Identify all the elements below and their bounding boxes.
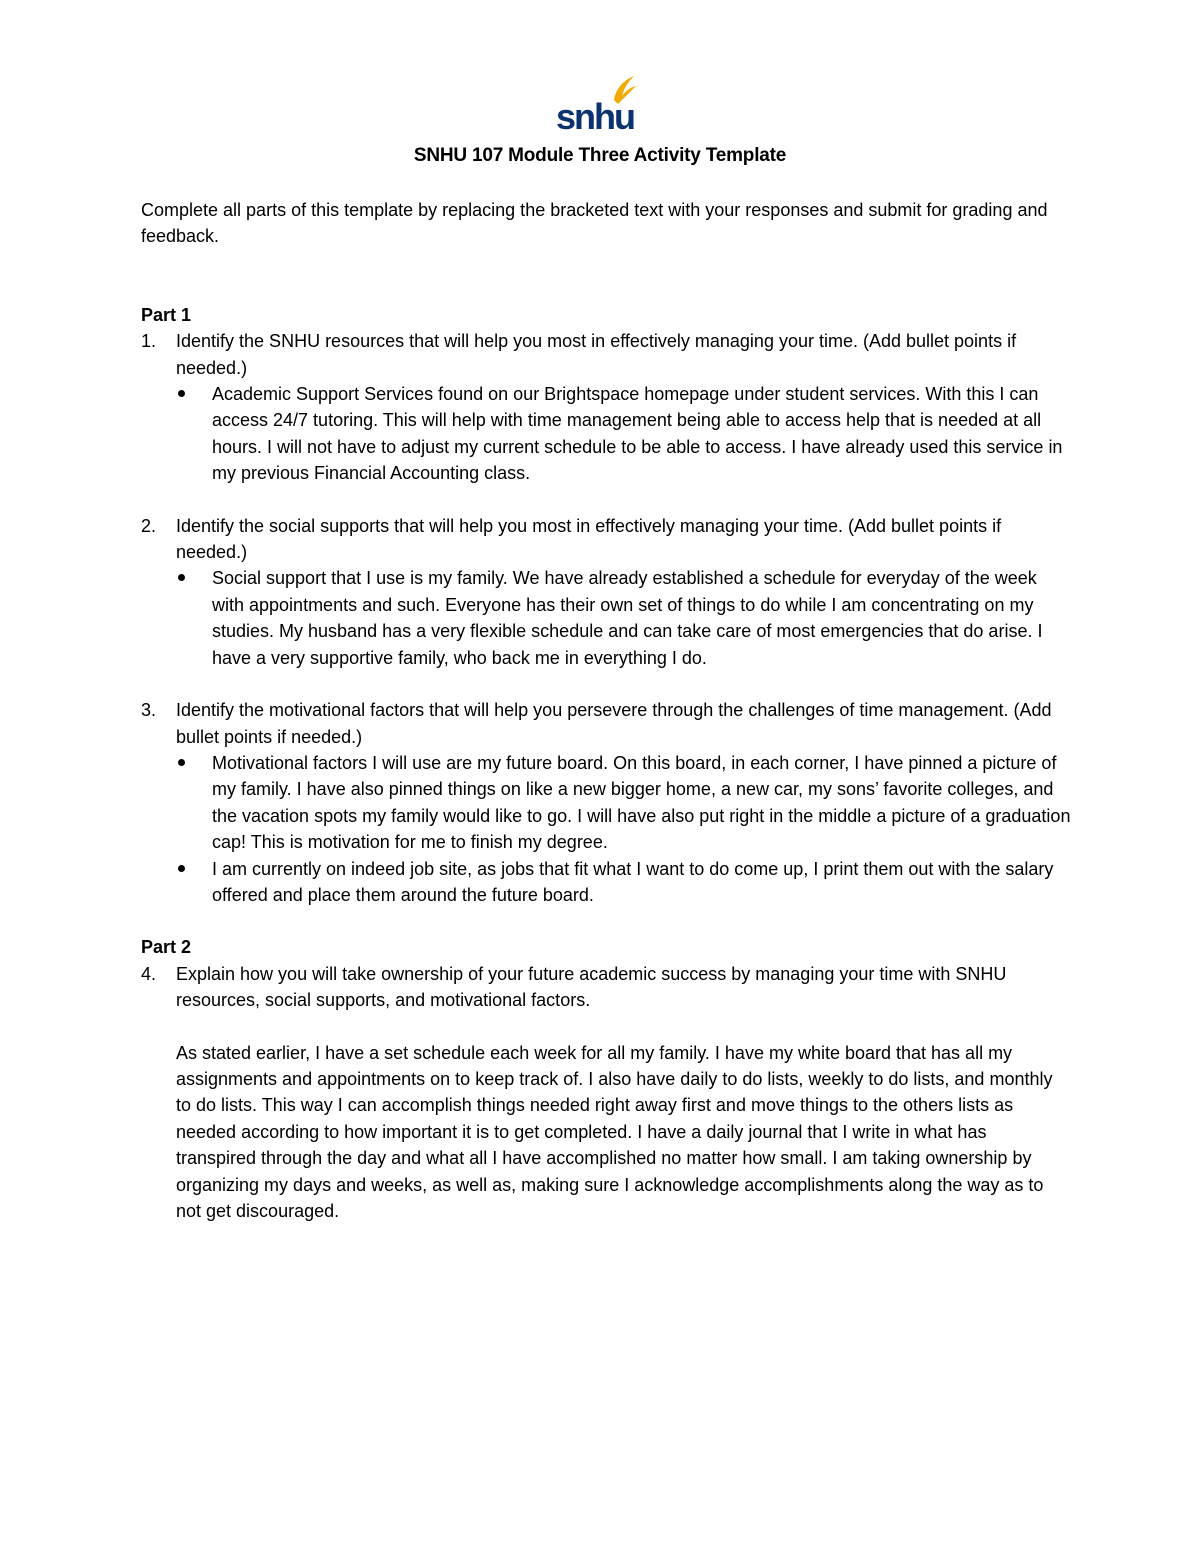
bullet-icon xyxy=(176,856,212,909)
bullet-list xyxy=(141,565,1071,671)
question-number: 1. xyxy=(141,331,157,352)
question-text: Identify the motivational factors that will help you persevere through the challenges of time management. (Add bullet points if needed.) xyxy=(176,700,1052,747)
list-item xyxy=(176,381,1071,487)
question-text: Identify the social supports that will help you most in effectively managing your time. (Add bullet points if needed.) xyxy=(176,515,1002,563)
bullet-text: I am currently on indeed job site, as jobs that fit what I want to do come up, I print them out with the salary offered and place them around the future board. xyxy=(212,858,1054,905)
bullet-icon xyxy=(176,750,212,856)
list-item xyxy=(176,565,1071,671)
question-3 xyxy=(141,697,1071,750)
document-body xyxy=(141,197,1071,1224)
intro-paragraph: Complete all parts of this template by replacing the bracketed text with your responses and submit for grading and feedback. xyxy=(141,200,1048,247)
question-number: 4. xyxy=(141,963,157,984)
answer-paragraph: As stated earlier, I have a set schedule each week for all my family. I have my white board that has all my assignments and appointments on to keep track of. I also have daily to do lists, weekly to do lists, and monthly to do lists. This way I can accomplish things needed right away first and move things to the others lists as needed according to how important it is to get completed. I have a daily journal that I write in what has transpired through the day and what all I have accomplished no matter how small. I am taking ownership by organizing my days and weeks, as well as, making sure I acknowledge accomplishments along the way as to not get discouraged. xyxy=(176,1042,1053,1221)
bullet-text: Motivational factors I will use are my future board. On this board, in each corner, I have pinned a picture of my family. I have also pinned things on like a new bigger home, a new car, my sons’ favorite colleges, and the vacation spots my family would like to go. I will have also put right in the middle a picture of a graduation cap! This is motivation for me to finish my degree. xyxy=(212,752,1071,853)
question-4 xyxy=(141,961,1071,1014)
bullet-text: Social support that I use is my family. We have already established a schedule for everyday of the week with appointments and such. Everyone has their own set of things to do while I am concentrating on my studies. My husband has a very flexible schedule and can take care of most emergencies that do arise. I have a very supportive family, who back me in everything I do. xyxy=(212,568,1043,668)
question-1 xyxy=(141,328,1071,381)
document-title: SNHU 107 Module Three Activity Template xyxy=(413,145,787,166)
bullet-list xyxy=(141,750,1071,908)
part-2-heading: Part 2 xyxy=(141,937,192,958)
snhu-logo xyxy=(556,74,640,132)
question-text: Identify the SNHU resources that will help you most in effectively managing your time. (Add bullet points if needed.) xyxy=(176,331,1017,378)
question-text: Explain how you will take ownership of your future academic success by managing your time with SNHU resources, social supports, and motivational factors. xyxy=(176,963,1007,1011)
bullet-icon xyxy=(176,381,212,487)
question-number: 2. xyxy=(141,515,157,536)
part-1-heading: Part 1 xyxy=(141,304,192,325)
bullet-text: Academic Support Services found on our Brightspace homepage under student services. With this I can access 24/7 tutoring. This will help with time management being able to access help that is needed at all hours. I will not have to adjust my current schedule to be able to access. I have already used this service in my previous Financial Accounting class. xyxy=(212,384,1063,484)
question-number: 3. xyxy=(141,700,157,721)
list-item xyxy=(176,750,1071,856)
bullet-icon xyxy=(176,565,212,671)
logo-wordmark: snhu xyxy=(556,96,634,132)
bullet-list xyxy=(141,381,1071,487)
list-item xyxy=(176,856,1071,909)
question-2 xyxy=(141,513,1071,566)
